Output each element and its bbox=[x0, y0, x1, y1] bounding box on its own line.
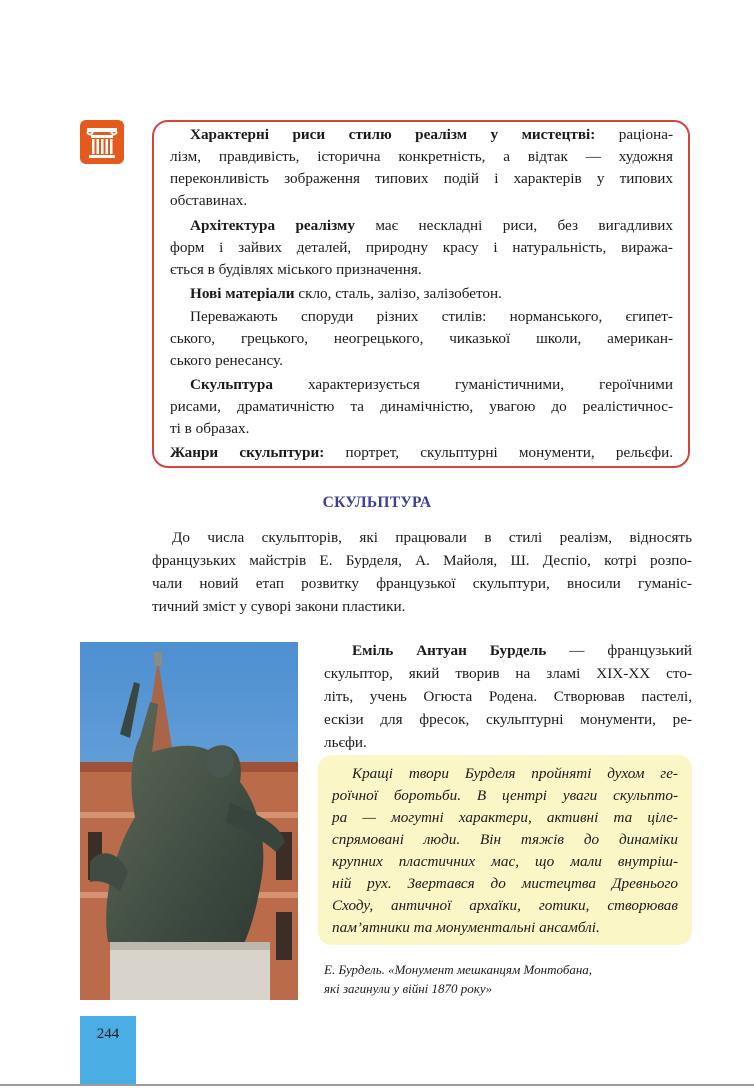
quote-line: крупних пластичних мас, що мали внутріш- bbox=[332, 853, 678, 870]
bourdelle-line: скульптор, який творив на зламі XIX-XX сто- bbox=[324, 665, 692, 682]
box-line: форм і зайвих деталей, природну красу і натуральність, виража- bbox=[170, 239, 673, 256]
sculptor-name: Еміль Антуан Бурдель bbox=[352, 642, 547, 659]
box-line: Нові матеріали скло, сталь, залізо, залізобетон. bbox=[190, 285, 502, 302]
bourdelle-line: літь, учень Огюста Родена. Створював пастелі, bbox=[324, 688, 692, 705]
page-number-tab bbox=[80, 1016, 136, 1086]
body-line: чали новий етап розвитку французької скульптури, вносили гуманіс- bbox=[152, 575, 692, 592]
bourdelle-line: Еміль Антуан Бурдель — французький bbox=[352, 642, 692, 659]
box-line: ського ренесансу. bbox=[170, 352, 283, 369]
body-line: французьких майстрів Е. Бурделя, А. Майоля, Ш. Деспіо, котрі розпо- bbox=[152, 552, 692, 569]
body-line: тичний зміст у суворі закони пластики. bbox=[152, 598, 406, 615]
page-number: 244 bbox=[96, 1026, 120, 1042]
quote-line: пам’ятники та монументальні ансамблі. bbox=[332, 919, 600, 936]
quote-line: ній рух. Звертався до мистецтва Древнього bbox=[332, 875, 678, 892]
box-line: Переважають споруди різних стилів: норманського, єгипет- bbox=[190, 308, 673, 325]
bottom-rule bbox=[0, 1084, 754, 1086]
quote-line: Кращі твори Бурделя пройняті духом ге- bbox=[352, 765, 678, 782]
box-line: лізм, правдивість, історична конкретність, а відтак — художня bbox=[170, 148, 673, 165]
box-line: Скульптура характеризується гуманістичними, героїчними bbox=[190, 376, 673, 393]
quote-box bbox=[318, 755, 692, 945]
realism-features-box bbox=[152, 120, 690, 468]
box-line: Архітектура реалізму має нескладні риси, без вигадливих bbox=[190, 217, 673, 234]
quote-line: роїчної боротьби. В центрі уваги скульпто- bbox=[332, 787, 678, 804]
photo-caption-line: які загинули у війні 1870 року» bbox=[324, 981, 493, 996]
box-line: Характерні риси стилю реалізм у мистецтві: раціона- bbox=[190, 126, 674, 143]
bourdelle-line: ескізи для фресок, скульптурні монументи, ре- bbox=[324, 711, 692, 728]
body-line: До числа скульпторів, які працювали в стилі реалізм, відносять bbox=[172, 529, 692, 546]
box-line: обставинах. bbox=[170, 192, 248, 209]
box-line: ється в будівлях міського призначення. bbox=[170, 261, 422, 278]
section-heading: СКУЛЬПТУРА bbox=[322, 494, 432, 511]
box-line: ського, грецького, неогрецького, чиказької школи, американ- bbox=[170, 330, 673, 347]
quote-line: Сходу, античної архаїки, готики, створював bbox=[332, 897, 678, 914]
quote-line: спрямовані люди. Він тяжів до динаміки bbox=[332, 831, 678, 848]
box-line: Жанри скульптури: портрет, скульптурні монументи, рельєфи. bbox=[170, 444, 673, 461]
sculpture-photo bbox=[80, 642, 298, 1000]
bourdelle-line: льєфи. bbox=[324, 734, 367, 751]
quote-line: ра — могутні характери, активні та ціле- bbox=[332, 809, 678, 826]
box-line: ті в образах. bbox=[170, 420, 250, 437]
photo-caption-line: Е. Бурдель. «Монумент мешканцям Монтобана, bbox=[324, 962, 593, 977]
box-line: переконливість зображення типових подій і характерів у типових bbox=[170, 170, 673, 187]
box-line: рисами, драматичністю та динамічністю, увагою до реалістичнос- bbox=[170, 398, 673, 415]
column-icon bbox=[80, 120, 124, 164]
